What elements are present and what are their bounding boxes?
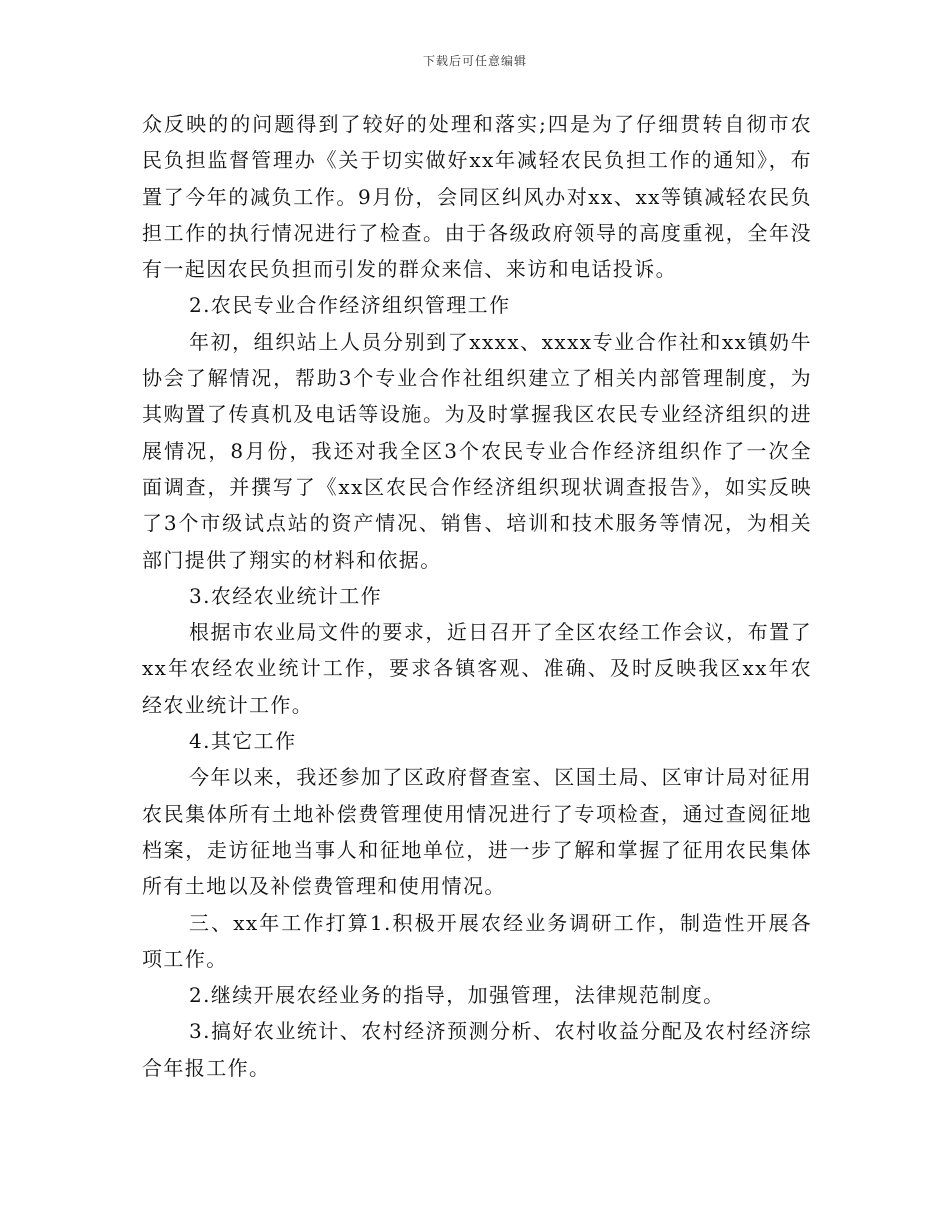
paragraph: 今年以来，我还参加了区政府督查室、区国土局、区审计局对征用农民集体所有土地补偿费管理使用情况进行了专项检查，通过查阅征地档案，走访征地当事人和征地单位，进一步了解和掌握了征用农民集体所有土地以及补偿费管理和使用情况。 xyxy=(142,765,812,899)
section-heading: 2.农民专业合作经济组织管理工作 xyxy=(189,293,511,318)
paragraph: 2.继续开展农经业务的指导，加强管理，法律规范制度。 xyxy=(189,983,725,1008)
paragraph: 根据市农业局文件的要求，近日召开了全区农经工作会议，布置了xx年农经农业统计工作，要求各镇客观、准确、及时反映我区xx年农经农业统计工作。 xyxy=(142,620,812,717)
paragraph: 三、xx年工作打算1.积极开展农经业务调研工作，制造性开展各项工作。 xyxy=(142,910,812,971)
page-header: 下载后可任意编辑 xyxy=(422,54,527,68)
paragraph: 年初，组织站上人员分别到了xxxx、xxxx专业合作社和xx镇奶牛协会了解情况，帮助3个专业合作社组织建立了相关内部管理制度，为其购置了传真机及电话等设施。为及时掌握我区农民专业经济组织的进展情况，8月份，我还对我全区3个农民专业合作经济组织作了一次全面调查，并撰写了《xx区农民合作经济组织现状调查报告》，如实反映了3个市级试点站的资产情况、销售、培训和技术服务等情况，为相关部门提供了翔实的材料和依据。 xyxy=(142,329,812,572)
document-body xyxy=(142,106,812,1086)
paragraph: 3.搞好农业统计、农村经济预测分析、农村收益分配及农村经济综合年报工作。 xyxy=(142,1019,812,1080)
section-heading: 3.农经农业统计工作 xyxy=(189,583,383,608)
paragraph: 众反映的的问题得到了较好的处理和落实;四是为了仔细贯转自彻市农民负担监督管理办《关于切实做好xx年减轻农民负担工作的通知》，布置了今年的减负工作。9月份，会同区纠风办对xx、xx等镇减轻农民负担工作的执行情况进行了检查。由于各级政府领导的高度重视，全年没有一起因农民负担而引发的群众来信、来访和电话投诉。 xyxy=(142,112,812,282)
section-heading: 4.其它工作 xyxy=(189,729,297,754)
